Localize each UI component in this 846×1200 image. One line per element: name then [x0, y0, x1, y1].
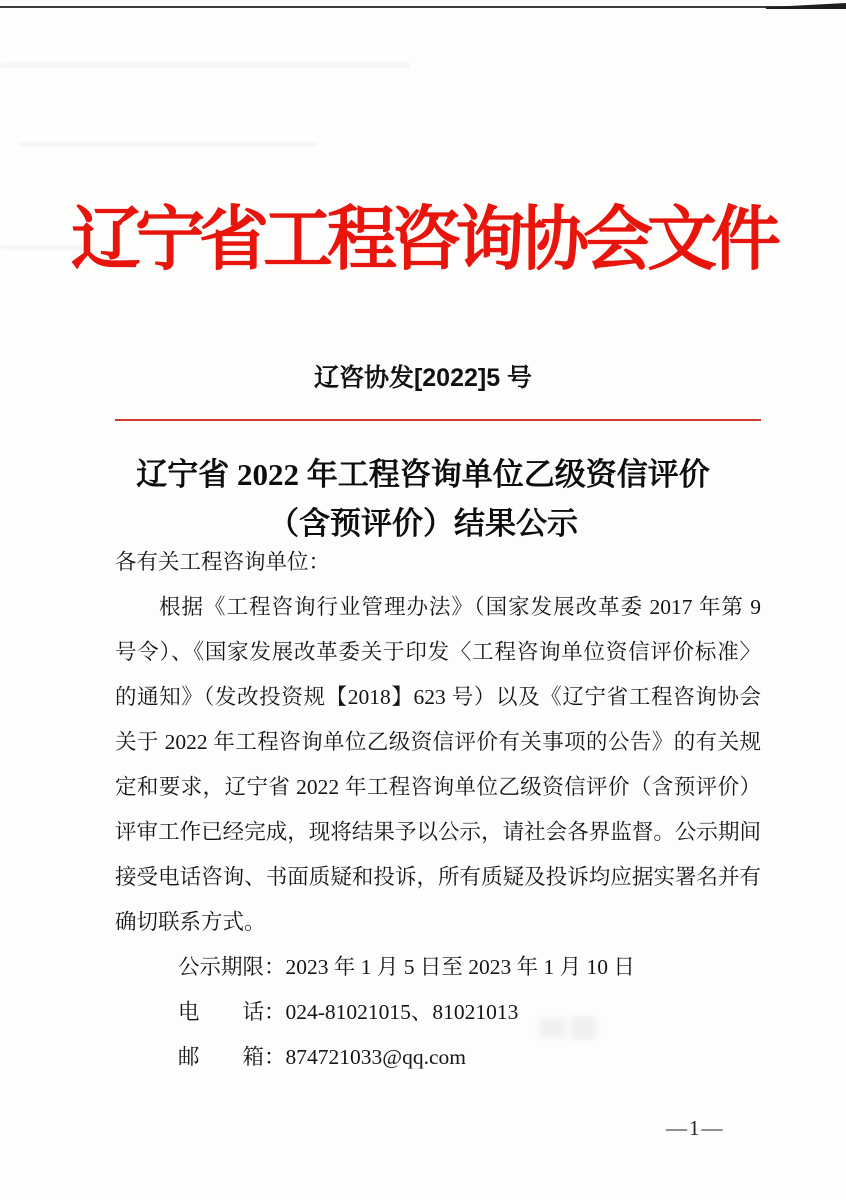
body-line: 的通知》（发改投资规【2018】623 号）以及《辽宁省工程咨询协会: [115, 685, 761, 709]
scan-artifact-streak: [18, 142, 318, 147]
publicity-period-value: 2023 年 1 月 5 日至 2023 年 1 月 10 日: [285, 955, 635, 979]
publicity-period-label: 公示期限：: [178, 955, 286, 979]
phone-label: 电 话：: [178, 1000, 286, 1024]
scan-artifact-streak: [0, 62, 410, 68]
letterhead-title: 辽宁省工程咨询协会文件: [71, 202, 775, 279]
email-value: 874721033@qq.com: [285, 1045, 466, 1069]
smudge-blob: [570, 1016, 596, 1040]
announcement-title: [0, 450, 846, 548]
salutation: 各有关工程咨询单位：: [115, 550, 331, 574]
scan-artifact-top-edge: [0, 6, 846, 8]
body-line: 号令）、《国家发展改革委关于印发〈工程咨询单位资信评价标准〉: [115, 640, 761, 664]
body-line: 接受电话咨询、书面质疑和投诉，所有质疑及投诉均应据实署名并有: [115, 865, 761, 889]
announcement-title-line1: 辽宁省 2022 年工程咨询单位乙级资信评价: [136, 457, 710, 492]
body-line: 评审工作已经完成，现将结果予以公示，请社会各界监督。公示期间: [115, 820, 761, 844]
body-text: [115, 540, 761, 1080]
body-line: 关于 2022 年工程咨询单位乙级资信评价有关事项的公告》的有关规: [115, 730, 761, 754]
body-line: 定和要求，辽宁省 2022 年工程咨询单位乙级资信评价（含预评价）: [115, 775, 761, 799]
publicity-period-line: [115, 945, 761, 990]
smudge-blob: [540, 1018, 566, 1038]
announcement-title-line2: （含预评价）结果公示: [268, 506, 578, 541]
phone-value: 024-81021015、81021013: [285, 1000, 519, 1024]
email-label: 邮 箱：: [178, 1045, 286, 1069]
phone-line: [115, 990, 761, 1035]
email-line: [115, 1035, 761, 1080]
document-number: 辽咨协发[2022]5 号: [313, 364, 533, 392]
body-line: 根据《工程咨询行业管理办法》（国家发展改革委 2017 年第 9: [159, 595, 761, 619]
letterhead-divider-rule: [115, 419, 761, 421]
body-line: 确切联系方式。: [115, 910, 266, 934]
page-number: —1—: [666, 1116, 725, 1140]
scan-bleedthrough-smudge: [538, 1012, 602, 1046]
